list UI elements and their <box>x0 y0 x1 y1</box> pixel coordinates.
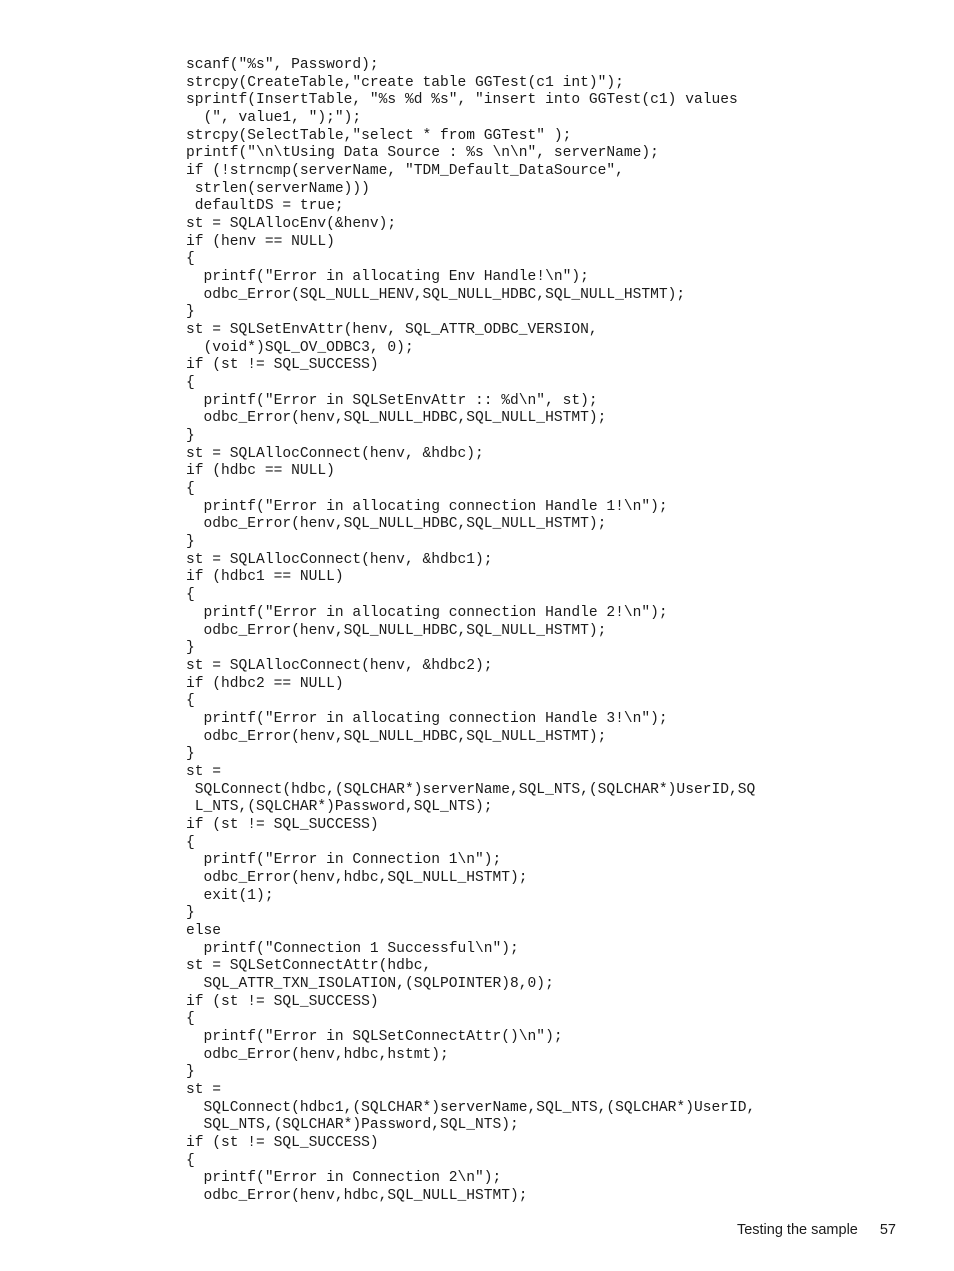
code-line: { <box>186 481 195 498</box>
code-line: strlen(serverName))) <box>186 180 370 197</box>
code-line: SQL_ATTR_TXN_ISOLATION,(SQLPOINTER)8,0); <box>186 975 554 992</box>
code-line: printf("Error in allocating connection Handle 1!\n"); <box>186 498 668 515</box>
code-line: } <box>186 905 195 922</box>
code-line: printf("Error in Connection 1\n"); <box>186 852 502 869</box>
code-line: if (st != SQL_SUCCESS) <box>186 1134 379 1151</box>
code-line: if (!strncmp(serverName, "TDM_Default_DataSource", <box>186 163 624 180</box>
code-line: } <box>186 534 195 551</box>
code-line: st = <box>186 763 222 780</box>
code-line: printf("Error in SQLSetConnectAttr()\n"); <box>186 1028 563 1045</box>
code-line: exit(1); <box>186 887 274 904</box>
code-line: printf("Error in SQLSetEnvAttr :: %d\n", st); <box>186 392 598 409</box>
code-line: } <box>186 304 195 321</box>
code-line: } <box>186 746 195 763</box>
code-line: printf("Error in allocating Env Handle!\n"); <box>186 269 589 286</box>
code-line: if (hdbc2 == NULL) <box>186 675 344 692</box>
code-line: if (henv == NULL) <box>186 233 335 250</box>
code-line: { <box>186 587 195 604</box>
code-line: odbc_Error(henv,SQL_NULL_HDBC,SQL_NULL_HSTMT); <box>186 622 607 639</box>
code-line: odbc_Error(henv,SQL_NULL_HDBC,SQL_NULL_HSTMT); <box>186 728 607 745</box>
code-line: if (st != SQL_SUCCESS) <box>186 357 379 374</box>
code-line: odbc_Error(henv,hdbc,SQL_NULL_HSTMT); <box>186 869 528 886</box>
code-line: scanf("%s", Password); <box>186 57 379 73</box>
code-line: { <box>186 693 195 710</box>
page-number: 57 <box>879 1222 896 1238</box>
code-line: odbc_Error(henv,SQL_NULL_HDBC,SQL_NULL_HSTMT); <box>186 516 607 533</box>
code-line: (", value1, ");"); <box>186 110 362 127</box>
code-line: } <box>186 1064 195 1081</box>
code-line: st = SQLSetEnvAttr(henv, SQL_ATTR_ODBC_VERSION, <box>186 322 598 339</box>
code-line: SQLConnect(hdbc,(SQLCHAR*)serverName,SQL_NTS,(SQLCHAR*)UserID,SQ <box>186 781 756 798</box>
code-line: printf("Error in allocating connection Handle 3!\n"); <box>186 710 668 727</box>
page-footer <box>737 1222 896 1238</box>
code-line: { <box>186 375 195 392</box>
code-line: { <box>186 834 195 851</box>
code-line: strcpy(CreateTable,"create table GGTest(c1 int)"); <box>186 74 624 91</box>
code-line: L_NTS,(SQLCHAR*)Password,SQL_NTS); <box>186 799 493 816</box>
code-line: st = SQLAllocConnect(henv, &hdbc); <box>186 445 484 462</box>
code-line: st = SQLAllocConnect(henv, &hdbc1); <box>186 551 493 568</box>
code-line: printf("Error in allocating connection Handle 2!\n"); <box>186 604 668 621</box>
code-line: { <box>186 1152 195 1169</box>
code-line: odbc_Error(henv,hdbc,hstmt); <box>186 1046 449 1063</box>
code-line: st = SQLAllocConnect(henv, &hdbc2); <box>186 657 493 674</box>
code-line: if (hdbc == NULL) <box>186 463 335 480</box>
code-line: if (st != SQL_SUCCESS) <box>186 993 379 1010</box>
code-line: strcpy(SelectTable,"select * from GGTest" ); <box>186 127 572 144</box>
code-listing <box>186 57 755 1206</box>
code-line: defaultDS = true; <box>186 198 344 215</box>
code-line: sprintf(InsertTable, "%s %d %s", "insert into GGTest(c1) values <box>186 92 738 109</box>
code-line: printf("\n\tUsing Data Source : %s \n\n", serverName); <box>186 145 659 162</box>
code-line: { <box>186 251 195 268</box>
code-line: } <box>186 640 195 657</box>
code-line: if (hdbc1 == NULL) <box>186 569 344 586</box>
code-line: printf("Connection 1 Successful\n"); <box>186 940 519 957</box>
code-line: odbc_Error(henv,SQL_NULL_HDBC,SQL_NULL_HSTMT); <box>186 410 607 427</box>
code-line: (void*)SQL_OV_ODBC3, 0); <box>186 339 414 356</box>
code-line: { <box>186 1011 195 1028</box>
code-line: st = SQLAllocEnv(&henv); <box>186 216 397 233</box>
code-line: odbc_Error(SQL_NULL_HENV,SQL_NULL_HDBC,SQL_NULL_HSTMT); <box>186 286 686 303</box>
code-line: odbc_Error(henv,hdbc,SQL_NULL_HSTMT); <box>186 1188 528 1204</box>
code-line: } <box>186 428 195 445</box>
footer-section-title: Testing the sample <box>736 1222 858 1238</box>
code-line: SQL_NTS,(SQLCHAR*)Password,SQL_NTS); <box>186 1117 519 1134</box>
code-line: else <box>186 922 222 939</box>
code-line: printf("Error in Connection 2\n"); <box>186 1170 502 1187</box>
code-line: st = <box>186 1081 222 1098</box>
code-line: st = SQLSetConnectAttr(hdbc, <box>186 958 432 975</box>
code-line: SQLConnect(hdbc1,(SQLCHAR*)serverName,SQL_NTS,(SQLCHAR*)UserID, <box>186 1099 756 1116</box>
code-line: if (st != SQL_SUCCESS) <box>186 816 379 833</box>
